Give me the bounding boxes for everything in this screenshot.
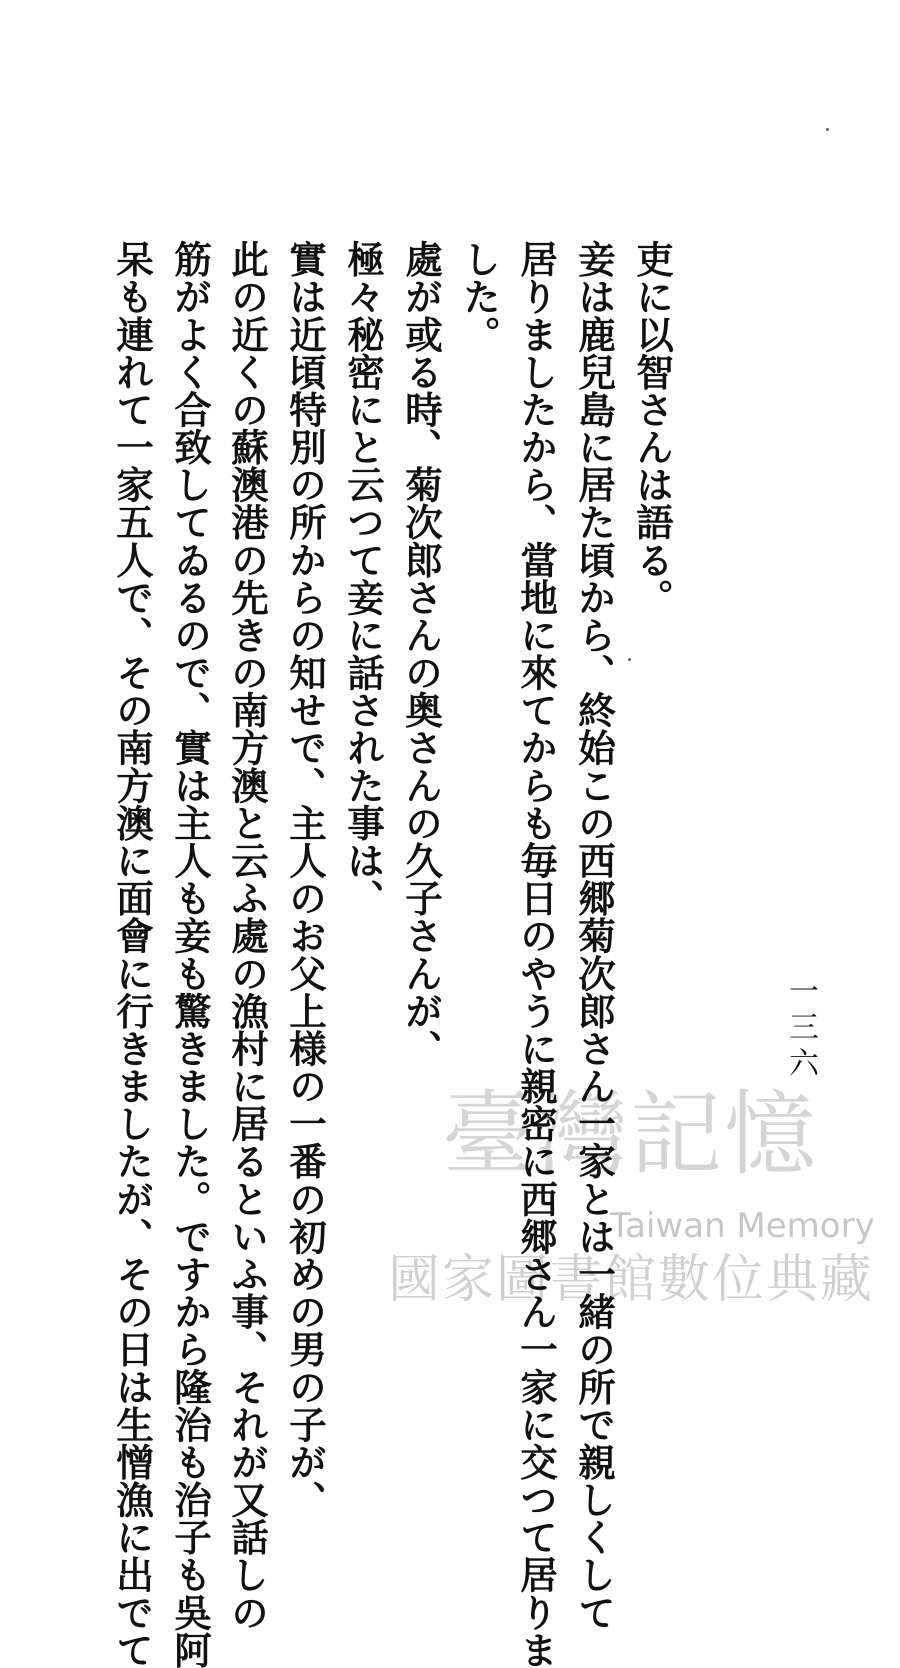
watermark-subtitle: 國家圖書館數位典藏: [388, 1250, 875, 1310]
text-column-6: 極々秘密にと云つて妾に話された事は、: [341, 240, 385, 917]
paper-speck: [826, 128, 829, 131]
text-column-5: 處が或る時、菊次郎さんの奥さんの久子さんが、: [399, 240, 443, 1067]
text-column-9: 筋がよく合致してゐるので、實は主人も妾も驚きました。ですから隆治も治子も吳阿: [168, 240, 212, 1668]
text-column-4: した。: [457, 240, 501, 353]
text-column-1: 吏に以智さんは語る。: [630, 240, 674, 616]
text-column-2: 妾は鹿兒島に居た頃から、終始この西郷菊次郎さん一家とは一緒の所で親しくして: [572, 240, 616, 1631]
text-column-10: 呆も連れて一家五人で、その南方澳に面會に行きましたが、その日は生憎漁に出でて: [110, 240, 154, 1668]
text-column-3: 居りましたから、當地に來てからも毎日のやうに親密に西郷さん一家に交つて居りま: [514, 240, 558, 1668]
paper-speck: [628, 658, 631, 661]
text-column-7: 實は近頃特別の所からの知せで、主人のお父上様の一番の初めの男の子が、: [283, 240, 327, 1519]
watermark-logo: 臺灣記憶: [441, 1081, 818, 1188]
text-column-8: 此の近くの蘇澳港の先きの南方澳と云ふ處の漁村に居るといふ事、それが又話しの: [225, 240, 269, 1631]
page-number: 一三六: [783, 975, 818, 1083]
watermark-english: Taiwan Memory: [610, 1206, 875, 1246]
